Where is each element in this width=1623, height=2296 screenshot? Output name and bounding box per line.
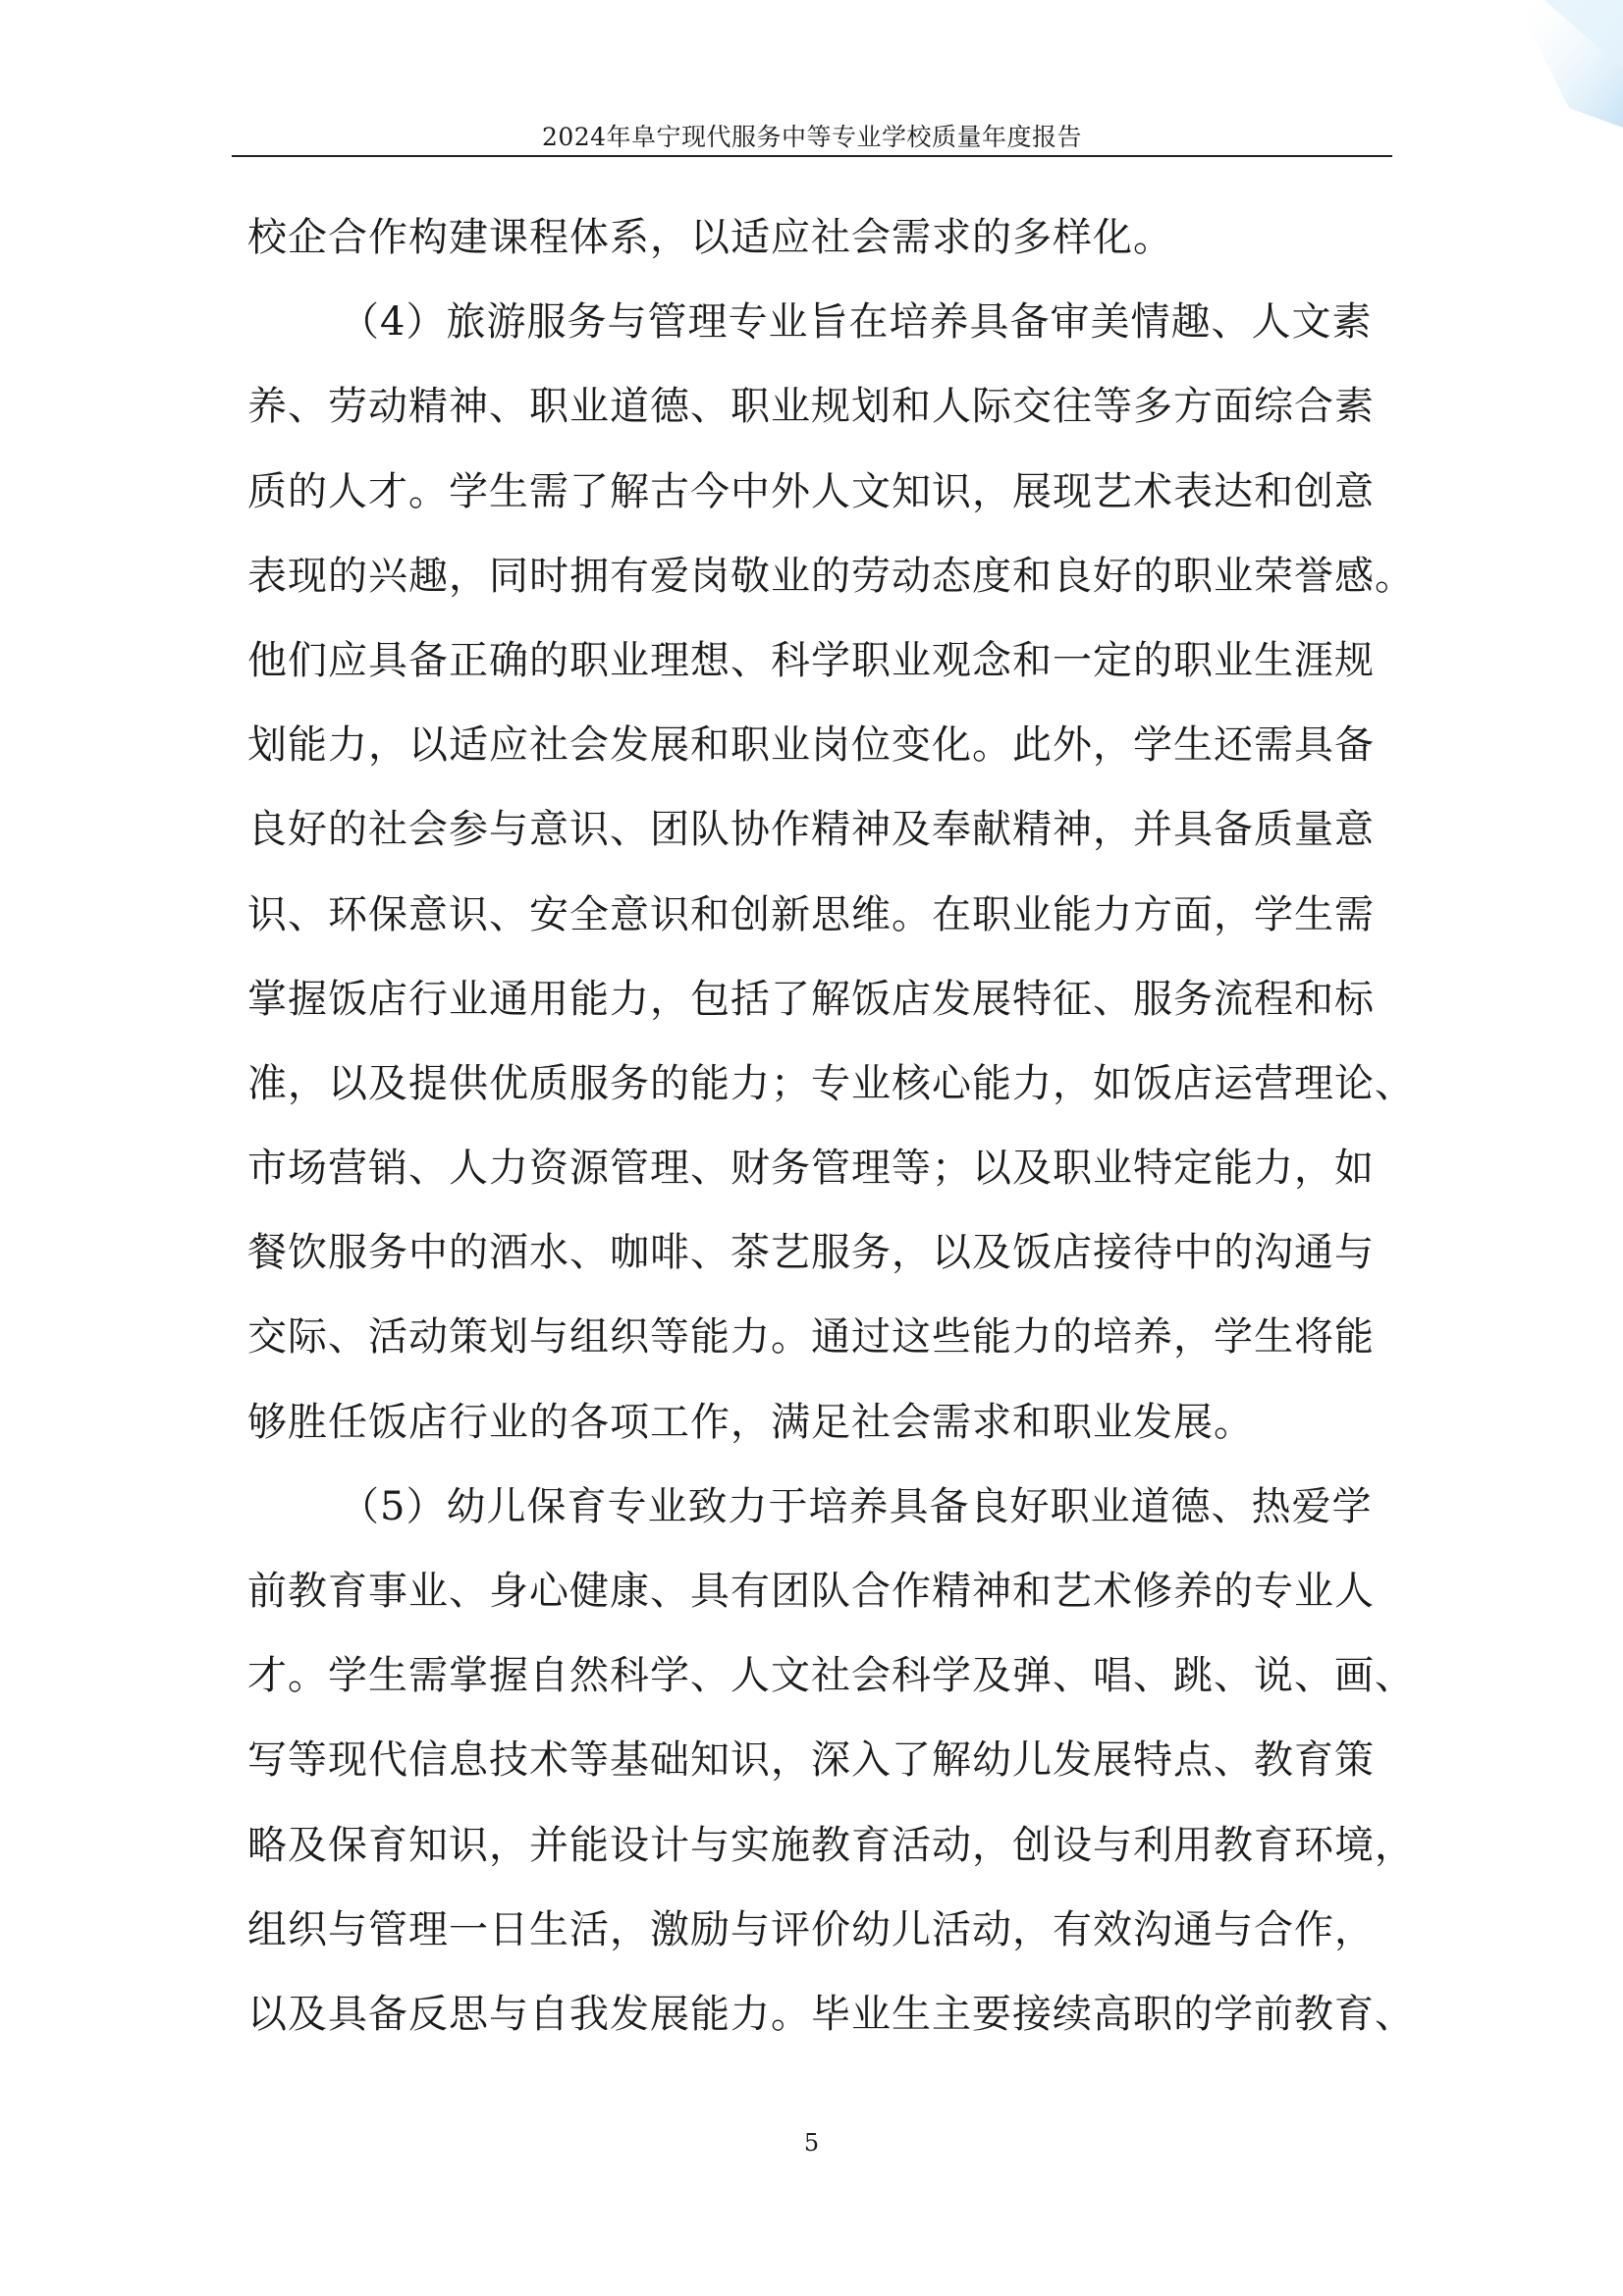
paragraph-line: 准，以及提供优质服务的能力；专业核心能力，如饭店运营理论、 (247, 1060, 1415, 1106)
page-number: 5 (803, 2129, 820, 2157)
paragraph-line: （5）幼儿保育专业致力于培养具备良好职业道德、热爱学 (340, 1483, 1373, 1529)
paragraph-line: 掌握饭店行业通用能力，包括了解饭店发展特征、服务流程和标 (247, 976, 1375, 1022)
paragraph-line: 市场营销、人力资源管理、财务管理等；以及职业特定能力，如 (247, 1146, 1375, 1192)
paragraph-line: 他们应具备正确的职业理想、科学职业观念和一定的职业生涯规 (247, 637, 1375, 683)
paragraph-line: 识、环保意识、安全意识和创新思维。在职业能力方面，学生需 (247, 891, 1375, 937)
body-text (247, 206, 1415, 2067)
header-divider (232, 155, 1392, 157)
running-header: 2024年阜宁现代服务中等专业学校质量年度报告 (541, 123, 1083, 151)
paragraph-line: 组织与管理一日生活，激励与评价幼儿活动，有效沟通与合作， (247, 1906, 1375, 1952)
paragraph-line: 才。学生需掌握自然科学、人文社会科学及弹、唱、跳、说、画、 (247, 1653, 1415, 1699)
paragraph-line: 够胜任饭店行业的各项工作，满足社会需求和职业发展。 (247, 1399, 1254, 1445)
paragraph-line: 良好的社会参与意识、团队协作精神及奉献精神，并具备质量意 (247, 807, 1375, 853)
paragraph-line: 表现的兴趣，同时拥有爱岗敬业的劳动态度和良好的职业荣誉感。 (247, 553, 1415, 599)
paragraph-line: 以及具备反思与自我发展能力。毕业生主要接续高职的学前教育、 (247, 1991, 1415, 2037)
paragraph-line: 划能力，以适应社会发展和职业岗位变化。此外，学生还需具备 (247, 722, 1375, 769)
paragraph-line: 略及保育知识，并能设计与实施教育活动，创设与利用教育环境， (247, 1822, 1415, 1868)
corner-decoration-graphic (1476, 0, 1623, 128)
paragraph-line: 前教育事业、身心健康、具有团队合作精神和艺术修养的专业人 (247, 1569, 1375, 1614)
paragraph-line: 交际、活动策划与组织等能力。通过这些能力的培养，学生将能 (247, 1314, 1375, 1361)
paragraph-line: 质的人才。学生需了解古今中外人文知识，展现艺术表达和创意 (247, 468, 1375, 514)
corner-decoration (1476, 0, 1623, 128)
paragraph-line: 校企合作构建课程体系，以适应社会需求的多样化。 (247, 215, 1173, 260)
paragraph-line: 餐饮服务中的酒水、咖啡、茶艺服务，以及饭店接待中的沟通与 (247, 1230, 1375, 1276)
paragraph-line: （4）旅游服务与管理专业旨在培养具备审美情趣、人文素 (340, 299, 1373, 346)
paragraph-line: 养、劳动精神、职业道德、职业规划和人际交往等多方面综合素 (247, 384, 1375, 430)
paragraph-line: 写等现代信息技术等基础知识，深入了解幼儿发展特点、教育策 (247, 1737, 1375, 1784)
